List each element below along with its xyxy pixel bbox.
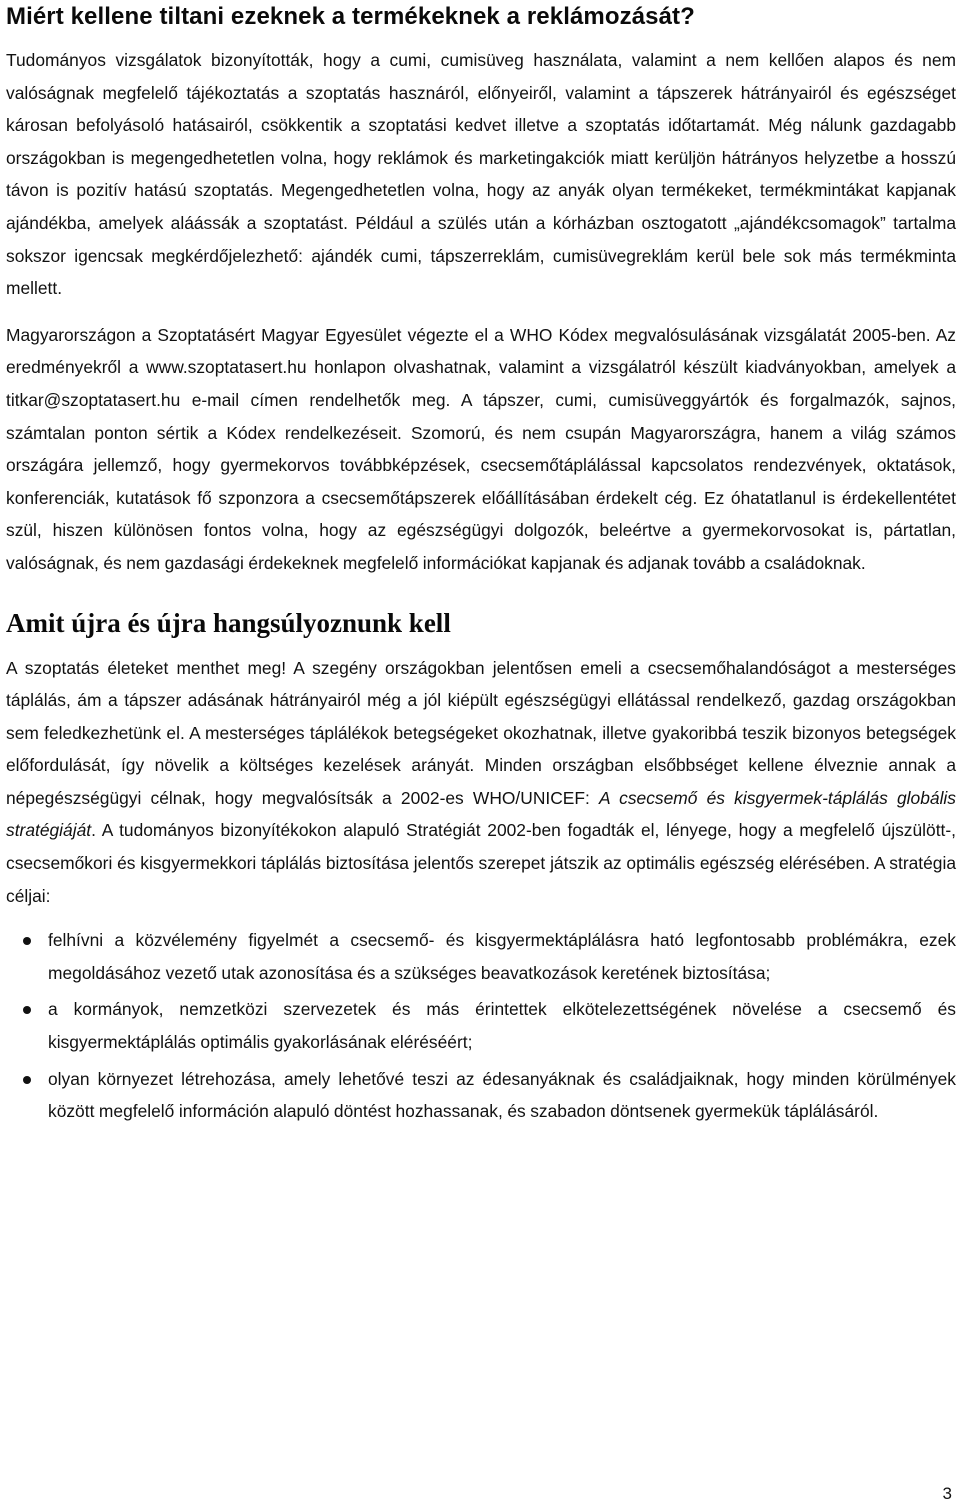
main-heading: Miért kellene tiltani ezeknek a termékeknek a reklámozását? — [6, 3, 695, 30]
strategy-title: A csecsemő és kisgyermek-táplálás globális stratégiáját — [6, 787, 956, 841]
list-item — [6, 1063, 956, 1128]
paragraph-text-end: . A tudományos bizonyítékokon alapuló Stratégiát 2002-ben fogadták el, lényege, hogy a megfelelő újszülött-, csecsemőkori és kisgyermekkori táplálás biztosítása jelentős szerepet játszik az optimális egészség elérésében. A stratégia céljai: — [6, 820, 956, 906]
page-number: 3 — [942, 1484, 952, 1503]
strategy-goals-list — [6, 924, 956, 1128]
bullet-icon — [23, 1006, 31, 1014]
paragraph-breastfeeding-saves-lives — [6, 652, 956, 913]
bullet-icon — [23, 1076, 31, 1084]
list-item — [6, 924, 956, 989]
list-item — [6, 993, 956, 1058]
list-item-text: felhívni a közvélemény figyelmét a csecsemő- és kisgyermektáplálásra ható legfontosabb problémákra, ezek megoldásához vezető utak azonosítása és a szükséges beavatkozások keretének biztosítása; — [48, 930, 956, 983]
list-item-text: a kormányok, nemzetközi szervezetek és más érintettek elkötelezettségének növelése a csecsemő és kisgyermektáplálás optimális gyakorlásának eléréséért; — [48, 999, 956, 1053]
document-page — [6, 0, 956, 1132]
paragraph-hungary-code-study: Magyarországon a Szoptatásért Magyar Egyesület végezte el a WHO Kódex megvalósulásának vizsgálatát 2005-ben. Az eredményekről a www.szoptatasert.hu honlapon olvashatnak, valamint a vizsgálatról készült kiadványokban, amelyek a titkar@szoptatasert.hu e-mail címen rendelhetők meg. A tápszer, cumi, cumisüveggyártók és forgalmazók, sajnos, számtalan ponton sértik a Kódex rendelkezéseit. Szomorú, és nem csupán Magyarországra, hanem a világ számos országára jellemző, hogy gyermekorvos továbbképzések, csecsemőtáplálással kapcsolatos rendezvények, oktatások, konferenciák, kutatások fő szponzora a csecsemőtápszerek előállításában érdekelt cég. Ez óhatatlanul is érdekellentétet szül, hiszen különösen fontos volna, hogy az egészségügyi dolgozók, beleértve a gyermekorvosokat is, pártatlan, valóságnak, és nem gazdasági érdekeknek megfelelő információkat kapjanak és adjanak tovább a családoknak. — [6, 324, 956, 573]
paragraph-text-start: A szoptatás életeket menthet meg! A szegény országokban jelentősen emeli a csecsemőhalandóságot a mesterséges táplálás, ám a tápszer adásának hátrányairól még a jól kiépült egészségügyi ellátással rendelkező, gazdag országokban sem feledkezhetünk el. A mesterséges táplálékok betegségeket okozhatnak, illetve gyakoribbá teszik bizonyos betegségek előfordulását, így növelik a költséges kezelések arányát. Minden országban elsőbbséget kellene élveznie annak a népegészségügyi célnak, hogy megvalósítsák a 2002-es WHO/UNICEF: — [6, 657, 956, 808]
list-item-text: olyan környezet létrehozása, amely lehetővé teszi az édesanyáknak és családjaiknak, hogy minden körülmények között megfelelő információn alapuló döntést hozhassanak, és szabadon döntsenek gyermekük táplálásáról. — [48, 1068, 956, 1122]
bullet-icon — [23, 937, 31, 945]
section-heading: Amit újra és újra hangsúlyoznunk kell — [6, 607, 451, 638]
paragraph-advertising-ban: Tudományos vizsgálatok bizonyították, hogy a cumi, cumisüveg használata, valamint a nem kellően alapos és nem valóságnak megfelelő tájékoztatás a szoptatás hasznáról, előnyeiről, valamint a tápszerek hátrányairól és egészséget károsan befolyásoló hatásairól, csökkentik a szoptatási kedvet illetve a szoptatás időtartamát. Még nálunk gazdagabb országokban is megengedhetetlen volna, hogy reklámok és marketingakciók miatt kerüljön hátrányos helyzetbe a hosszú távon is pozitív hatású szoptatás. Megengedhetetlen volna, hogy az anyák olyan termékeket, termékmintákat kapjanak ajándékba, amelyek aláássák a szoptatást. Például a szülés után a kórházban osztogatott „ajándékcsomagok” tartalma sokszor igencsak megkérdőjelezhető: ajándék cumi, tápszerreklám, cumisüvegreklám kerül bele sok más termékminta mellett. — [6, 50, 956, 299]
